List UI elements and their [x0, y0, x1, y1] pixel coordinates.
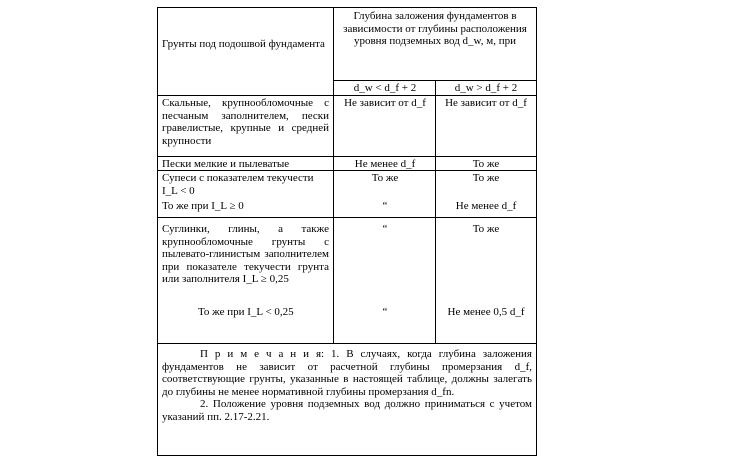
header-depth: Глубина заложения фундаментов в зависимости от глубины расположения уровня подземных вод d_w, м, при: [343, 10, 527, 47]
row-3-gt: Не менее d_f: [455, 200, 517, 212]
column-divider-1: [333, 8, 334, 343]
row-5-lt: “: [382, 306, 388, 318]
row-divider-1: [158, 156, 536, 157]
document-table: [157, 7, 537, 456]
header-divider: [158, 95, 536, 96]
row-1-lt: Не менее d_f: [354, 158, 416, 170]
row-0-soil: Скальные, крупнообломочные с песчаным заполнителем, пески гравелистые, крупные и средней крупности: [162, 97, 329, 147]
row-0-gt: Не зависит от d_f: [445, 97, 527, 109]
column-divider-2: [435, 80, 436, 343]
row-3-lt: “: [382, 200, 388, 212]
notes: [162, 348, 532, 423]
header-cond-gt: d_w > d_f + 2: [454, 82, 518, 94]
row-2-soil: Супеси с показателем текучести I_L < 0: [162, 172, 314, 197]
row-3-soil: То же при I_L ≥ 0: [162, 200, 244, 212]
notes-divider: [158, 343, 536, 344]
header-soil: Грунты под подошвой фундамента: [162, 38, 325, 50]
row-divider-3: [158, 217, 536, 218]
row-1-gt: То же: [472, 158, 500, 170]
row-2-lt: То же: [371, 172, 399, 184]
row-1-soil: Пески мелкие и пылеватые: [162, 158, 290, 170]
row-4-gt: То же: [472, 223, 500, 235]
note-2: 2. Положение уровня подземных вод должно приниматься с учетом указаний пп. 2.17-2.21.: [162, 398, 532, 423]
note-1: П р и м е ч а н и я: 1. В случаях, когда глубина заложения фундаментов не зависит от расчетной глубины промерзания d_f, соответствующие грунты, указанные в настоящей таблице, должны залегать до глубины не менее нормативной глубины промерзания d_fn.: [162, 348, 532, 398]
row-5-gt: Не менее 0,5 d_f: [447, 306, 525, 318]
row-4-soil: Суглинки, глины, а также крупнообломочные грунты с пылевато-глинистым заполнителем при показателе текучести грунта или заполнителя I_L ≥ 0,25: [162, 223, 329, 285]
row-2-gt: То же: [472, 172, 500, 184]
row-5-soil: То же при I_L < 0,25: [198, 306, 294, 318]
row-4-lt: “: [382, 223, 388, 235]
header-sub-divider: [333, 80, 536, 81]
header-cond-lt: d_w < d_f + 2: [353, 82, 417, 94]
row-0-lt: Не зависит от d_f: [344, 97, 426, 109]
